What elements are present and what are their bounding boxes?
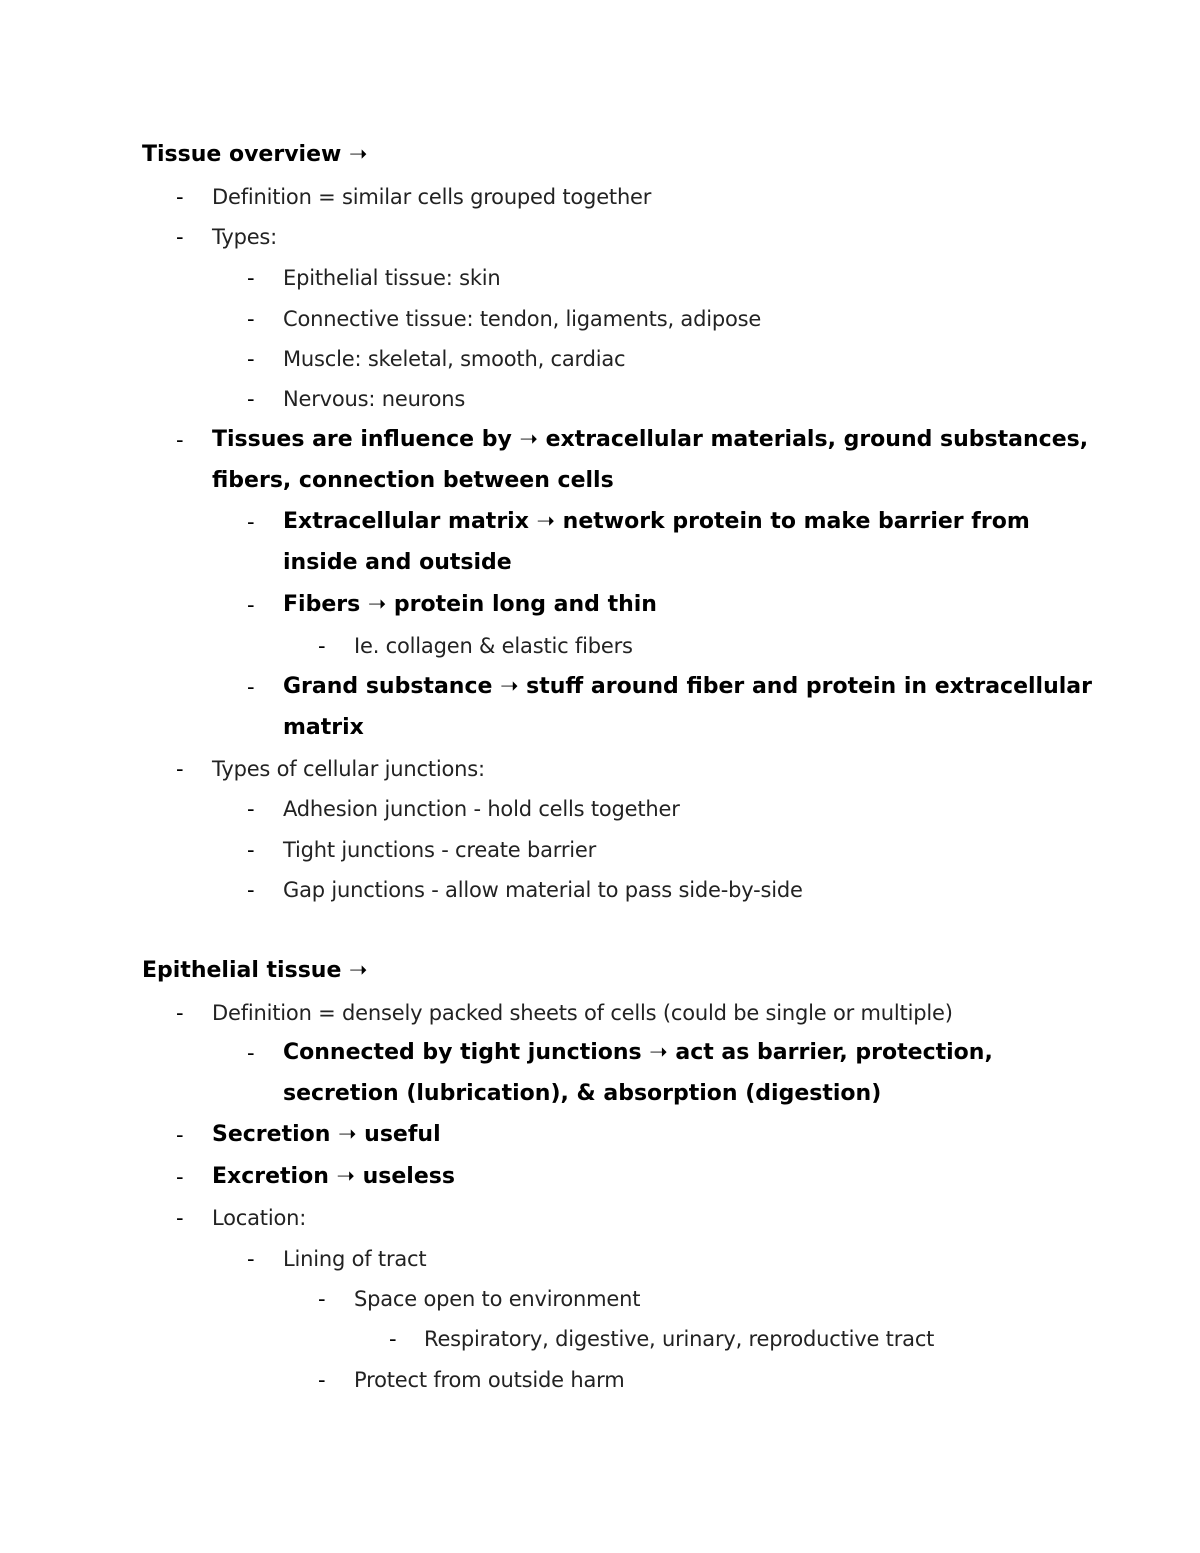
bullet-dash: - [247,266,255,290]
list-item-bold: Secretion ➝ useful [212,1122,441,1147]
bullet-dash: - [247,387,255,411]
bullet-dash: - [247,1041,255,1065]
list-item-bold: Tissues are influence by ➝ extracellular materials, ground substances, [212,427,1089,452]
list-item: Definition = similar cells grouped together [212,185,652,209]
list-item: Location: [212,1206,307,1230]
list-item-bold-continuation: inside and outside [283,550,512,575]
bullet-dash: - [247,307,255,331]
list-item: Connective tissue: tendon, ligaments, adipose [283,307,762,331]
section-heading-tissue-overview: Tissue overview ➝ [142,142,368,167]
list-item-bold: Connected by tight junctions ➝ act as barrier, protection, [283,1040,993,1065]
section-heading-epithelial-tissue: Epithelial tissue ➝ [142,958,368,983]
bullet-dash: - [176,1123,184,1147]
list-item: Lining of tract [283,1247,427,1271]
bullet-dash: - [318,1368,326,1392]
bullet-dash: - [247,838,255,862]
bullet-dash: - [247,1247,255,1271]
list-item: Types: [212,225,278,249]
bullet-dash: - [176,1165,184,1189]
list-item: Respiratory, digestive, urinary, reproductive tract [424,1327,935,1351]
list-item-bold-continuation: fibers, connection between cells [212,468,614,493]
bullet-dash: - [176,185,184,209]
list-item: Epithelial tissue: skin [283,266,501,290]
list-item: Muscle: skeletal, smooth, cardiac [283,347,626,371]
bullet-dash: - [176,1001,184,1025]
list-item: Adhesion junction - hold cells together [283,797,680,821]
list-item: Nervous: neurons [283,387,466,411]
list-item-bold: Grand substance ➝ stuff around fiber and protein in extracellular [283,674,1092,699]
list-item: Space open to environment [354,1287,641,1311]
bullet-dash: - [247,347,255,371]
list-item-bold: Excretion ➝ useless [212,1164,455,1189]
bullet-dash: - [318,1287,326,1311]
list-item: Definition = densely packed sheets of cells (could be single or multiple) [212,1001,953,1025]
list-item: Gap junctions - allow material to pass side-by-side [283,878,803,902]
bullet-dash: - [176,225,184,249]
list-item: Types of cellular junctions: [212,757,485,781]
bullet-dash: - [176,1206,184,1230]
list-item-bold-continuation: secretion (lubrication), & absorption (digestion) [283,1081,882,1106]
bullet-dash: - [176,757,184,781]
bullet-dash: - [176,428,184,452]
bullet-dash: - [247,510,255,534]
bullet-dash: - [247,675,255,699]
bullet-dash: - [247,593,255,617]
bullet-dash: - [318,634,326,658]
bullet-dash: - [247,878,255,902]
bullet-dash: - [247,797,255,821]
list-item-bold-continuation: matrix [283,715,364,740]
list-item-bold: Fibers ➝ protein long and thin [283,592,657,617]
list-item-bold: Extracellular matrix ➝ network protein to make barrier from [283,509,1030,534]
bullet-dash: - [389,1327,397,1351]
list-item: Protect from outside harm [354,1368,625,1392]
list-item: Tight junctions - create barrier [283,838,597,862]
list-item: Ie. collagen & elastic fibers [354,634,633,658]
